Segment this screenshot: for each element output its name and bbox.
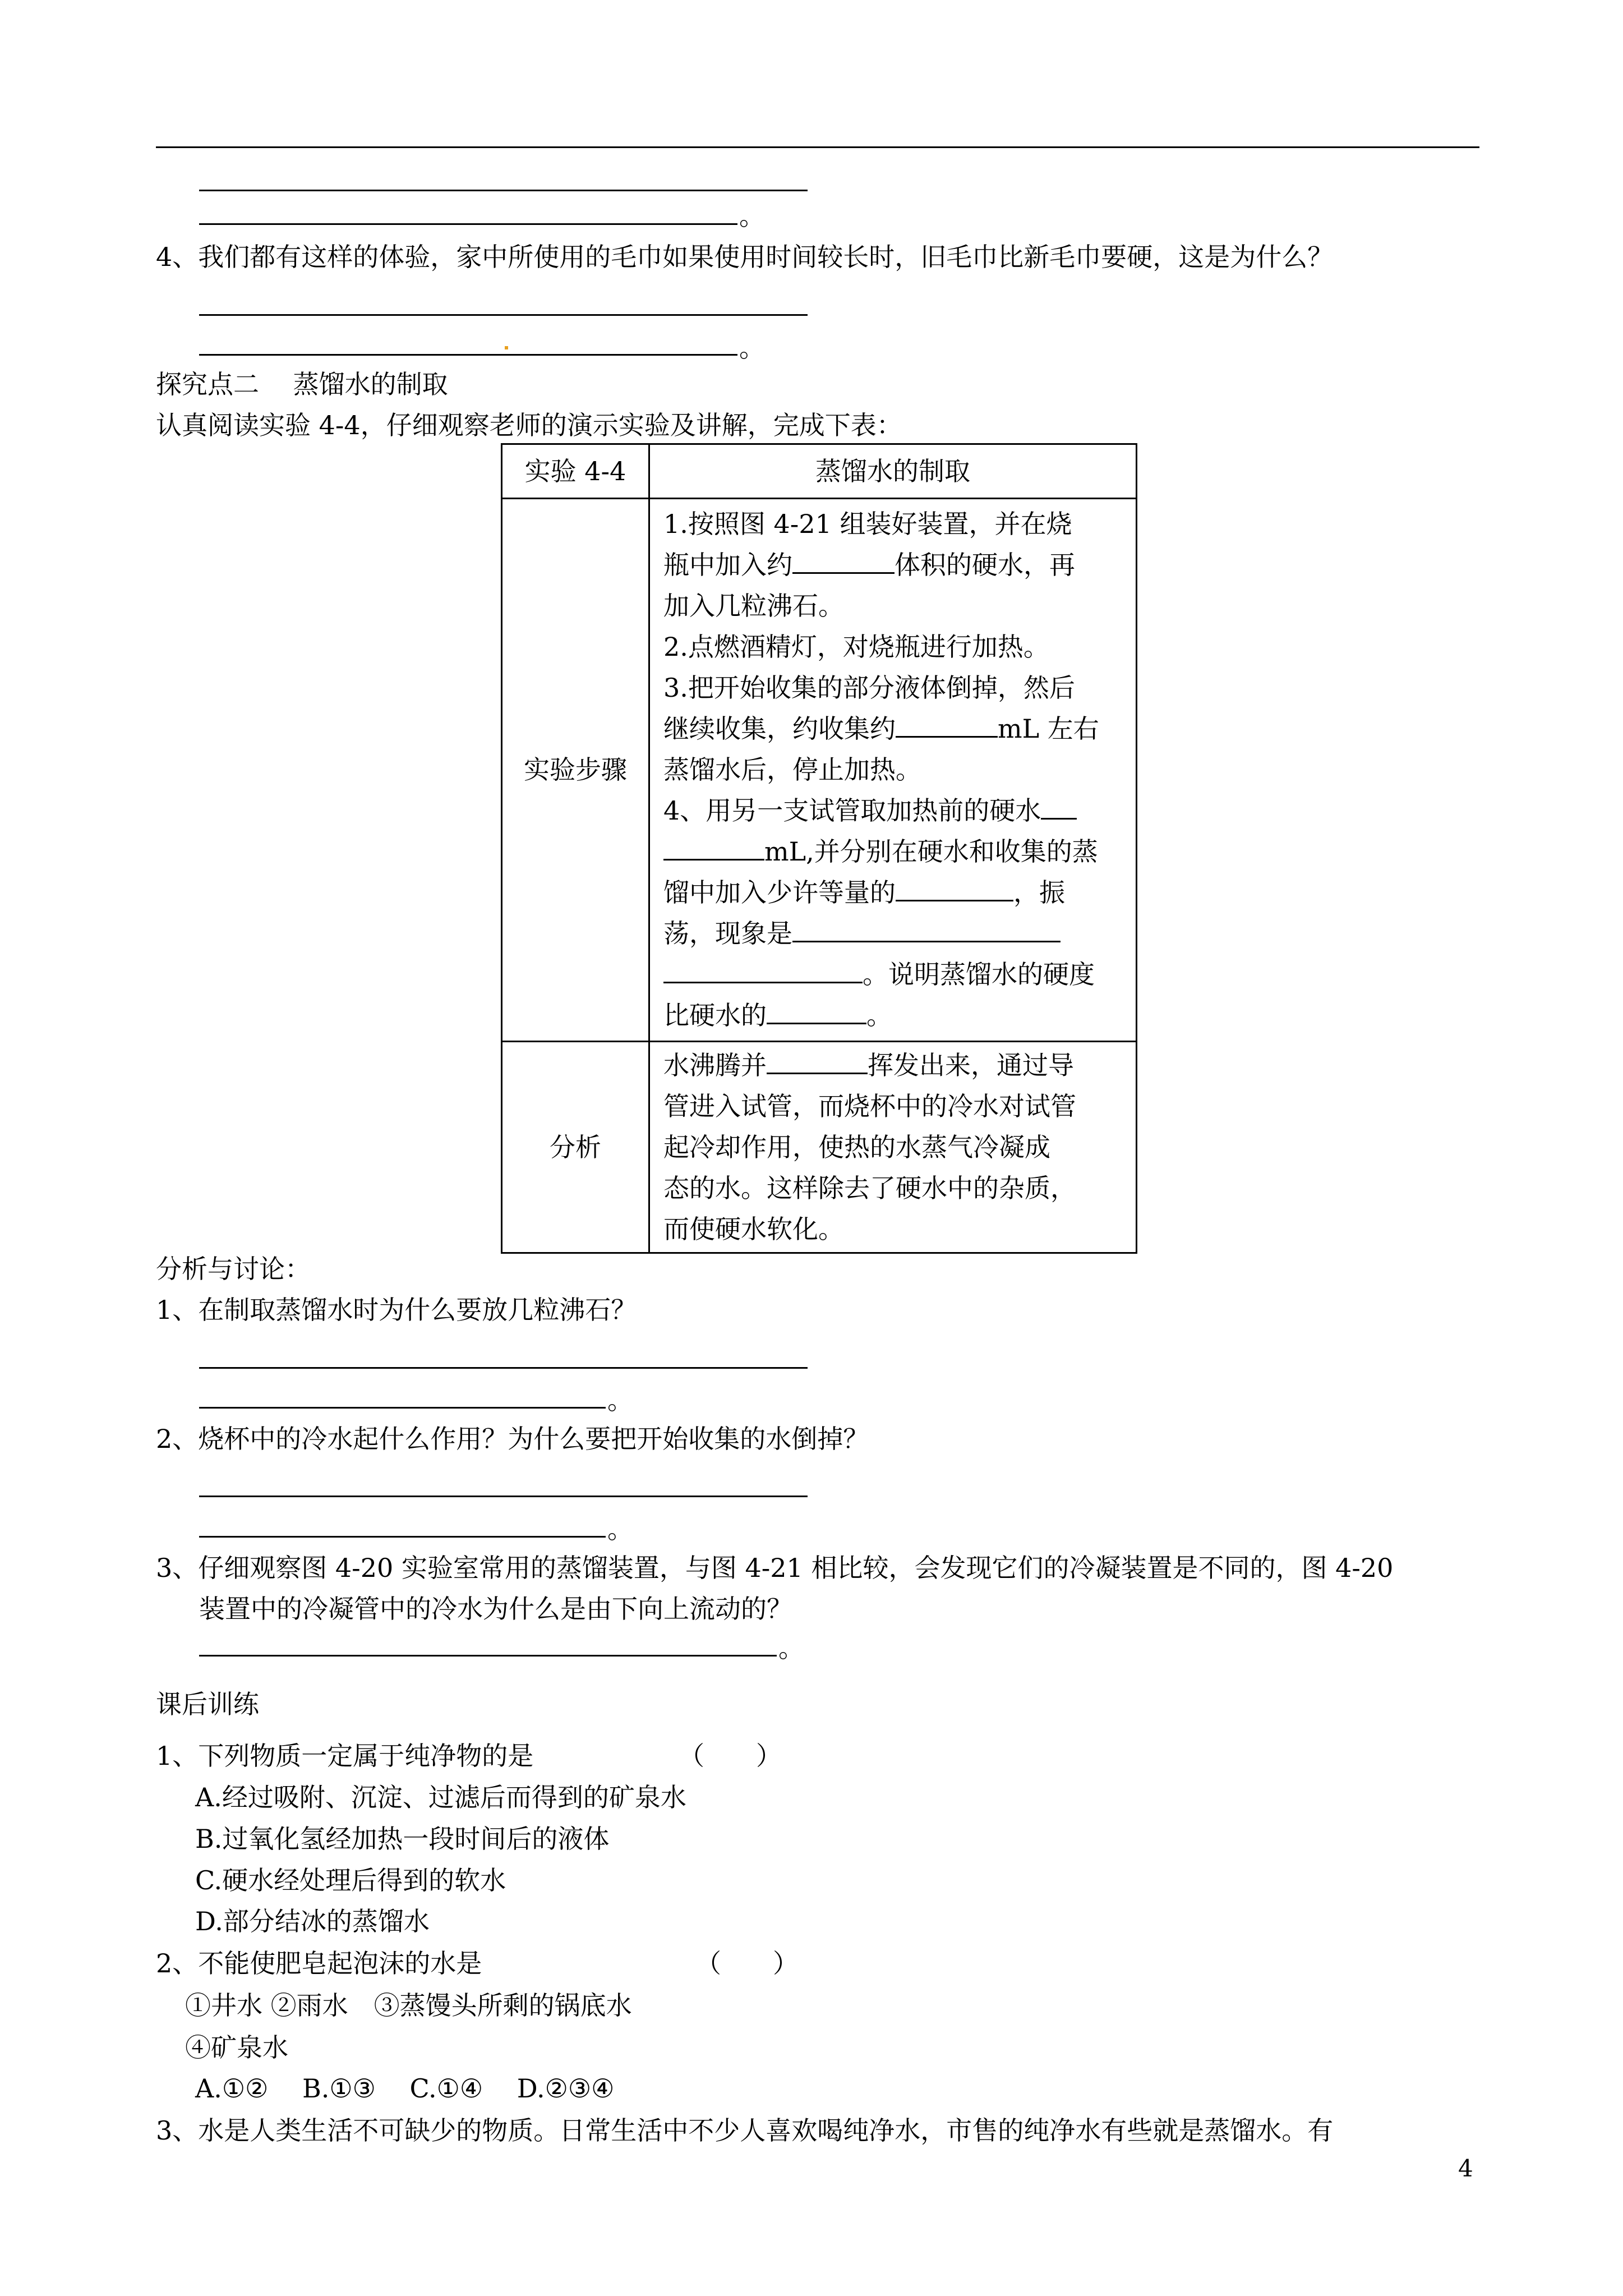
- step1-line-c: 加入几粒沸石。: [663, 591, 844, 621]
- question-4: 4、我们都有这样的体验，家中所使用的毛巾如果使用时间较长时，旧毛巾比新毛巾要硬，这是为什么？: [156, 242, 1334, 272]
- q1-option-d: D.部分结冰的蒸馏水: [195, 1906, 430, 1936]
- step3-line-a: 3.把开始收集的部分液体倒掉，然后: [663, 673, 1075, 703]
- header-rule: [156, 146, 1479, 148]
- q2-items-line2: ④矿泉水: [185, 2032, 288, 2063]
- fill-blank[interactable]: [663, 832, 764, 861]
- table-header-right: 蒸馏水的制取: [649, 444, 1137, 499]
- discussion-q3-line2: 装置中的冷凝管中的冷水为什么是由下向上流动的？: [199, 1594, 792, 1624]
- step1-line-b: 瓶中加入约 体积的硬水，再: [663, 545, 1127, 586]
- answer-end-punct: 。: [739, 333, 765, 363]
- answer-bracket: （ ）: [695, 1948, 799, 1978]
- answer-line: [199, 1407, 606, 1409]
- analysis-label: 分析: [502, 1042, 649, 1253]
- analysis-content: [649, 1042, 1137, 1253]
- homework-q2: 2、不能使肥皂起泡沫的水是: [156, 1948, 482, 1978]
- homework-title: 课后训练: [156, 1689, 259, 1719]
- answer-end-punct: 。: [607, 1385, 633, 1415]
- fill-blank[interactable]: [896, 709, 998, 738]
- fill-blank[interactable]: [896, 873, 1013, 901]
- homework-q3: 3、水是人类生活不可缺少的物质。日常生活中不少人喜欢喝纯净水，市售的纯净水有些就是蒸馏水。有: [156, 2115, 1334, 2146]
- answer-bracket: （ ）: [679, 1741, 782, 1771]
- q1-option-c: C.硬水经处理后得到的软水: [195, 1865, 506, 1895]
- instruction-text: 认真阅读实验 4-4，仔细观察老师的演示实验及讲解，完成下表：: [156, 410, 902, 440]
- answer-line: [199, 223, 737, 225]
- fill-blank[interactable]: [1041, 791, 1077, 820]
- table-header-left: 实验 4-4: [502, 444, 649, 499]
- fill-blank[interactable]: [767, 1046, 868, 1074]
- step4-line-e: 。说明蒸馏水的硬度: [663, 954, 1127, 995]
- discussion-q2: 2、烧杯中的冷水起什么作用？为什么要把开始收集的水倒掉？: [156, 1424, 869, 1454]
- steps-content: [649, 499, 1137, 1042]
- experiment-table: [501, 443, 1137, 1254]
- step4-line-d: 荡，现象是: [663, 913, 1127, 954]
- answer-line: [199, 1496, 808, 1497]
- answer-line: [199, 314, 808, 316]
- answer-end-punct: 。: [607, 1514, 633, 1544]
- q2-choices: A.①② B.①③ C.①④ D.②③④: [195, 2073, 615, 2104]
- answer-line: [199, 1536, 606, 1538]
- section-title: 探究点二 蒸馏水的制取: [156, 369, 448, 399]
- step2-line: 2.点燃酒精灯，对烧瓶进行加热。: [663, 632, 1049, 662]
- discussion-q1: 1、在制取蒸馏水时为什么要放几粒沸石？: [156, 1295, 637, 1325]
- q1-option-a: A.经过吸附、沉淀、过滤后而得到的矿泉水: [195, 1782, 686, 1812]
- analysis-line-b: 管进入试管，而烧杯中的冷水对试管: [663, 1091, 1076, 1121]
- homework-q1: 1、下列物质一定属于纯净物的是: [156, 1741, 534, 1771]
- q1-option-b: B.过氧化氢经加热一段时间后的液体: [195, 1824, 610, 1854]
- answer-end-punct: 。: [778, 1633, 804, 1663]
- fill-blank[interactable]: [767, 996, 866, 1024]
- q2-items-line1: ①井水 ②雨水 ③蒸馒头所剩的锅底水: [185, 1990, 632, 2021]
- fill-blank[interactable]: [792, 545, 895, 574]
- analysis-line-a: 水沸腾并 挥发出来，通过导: [663, 1045, 1127, 1086]
- step3-line-b: 继续收集，约收集约 mL 左右: [663, 708, 1127, 749]
- steps-label: 实验步骤: [502, 499, 649, 1042]
- orange-dot: [505, 346, 508, 349]
- answer-end-punct: 。: [739, 201, 765, 231]
- page-number: 4: [1458, 2155, 1473, 2182]
- answer-line: [199, 354, 737, 356]
- answer-line: [199, 190, 808, 191]
- step4-line-a: 4、用另一支试管取加热前的硬水: [663, 790, 1127, 831]
- step4-line-f: 比硬水的 。: [663, 995, 1127, 1036]
- fill-blank[interactable]: [663, 955, 863, 983]
- discussion-q3-line1: 3、仔细观察图 4-20 实验室常用的蒸馏装置，与图 4-21 相比较，会发现它们的冷凝装置是不同的，图 4-20: [156, 1553, 1394, 1583]
- answer-line: [199, 1655, 777, 1657]
- discussion-title: 分析与讨论：: [156, 1254, 311, 1284]
- fill-blank[interactable]: [792, 914, 1061, 942]
- analysis-line-c: 起冷却作用，使热的水蒸气冷凝成: [663, 1131, 1050, 1162]
- step3-line-c: 蒸馏水后，停止加热。: [663, 754, 921, 785]
- step1-line-a: 1.按照图 4-21 组装好装置，并在烧: [663, 509, 1072, 539]
- analysis-line-d: 态的水。这样除去了硬水中的杂质，: [663, 1172, 1076, 1203]
- step4-line-c: 馏中加入少许等量的 ，振: [663, 872, 1127, 913]
- step4-line-b: mL,并分别在硬水和收集的蒸: [663, 831, 1127, 872]
- analysis-line-e: 而使硬水软化。: [663, 1213, 844, 1244]
- answer-line: [199, 1367, 808, 1369]
